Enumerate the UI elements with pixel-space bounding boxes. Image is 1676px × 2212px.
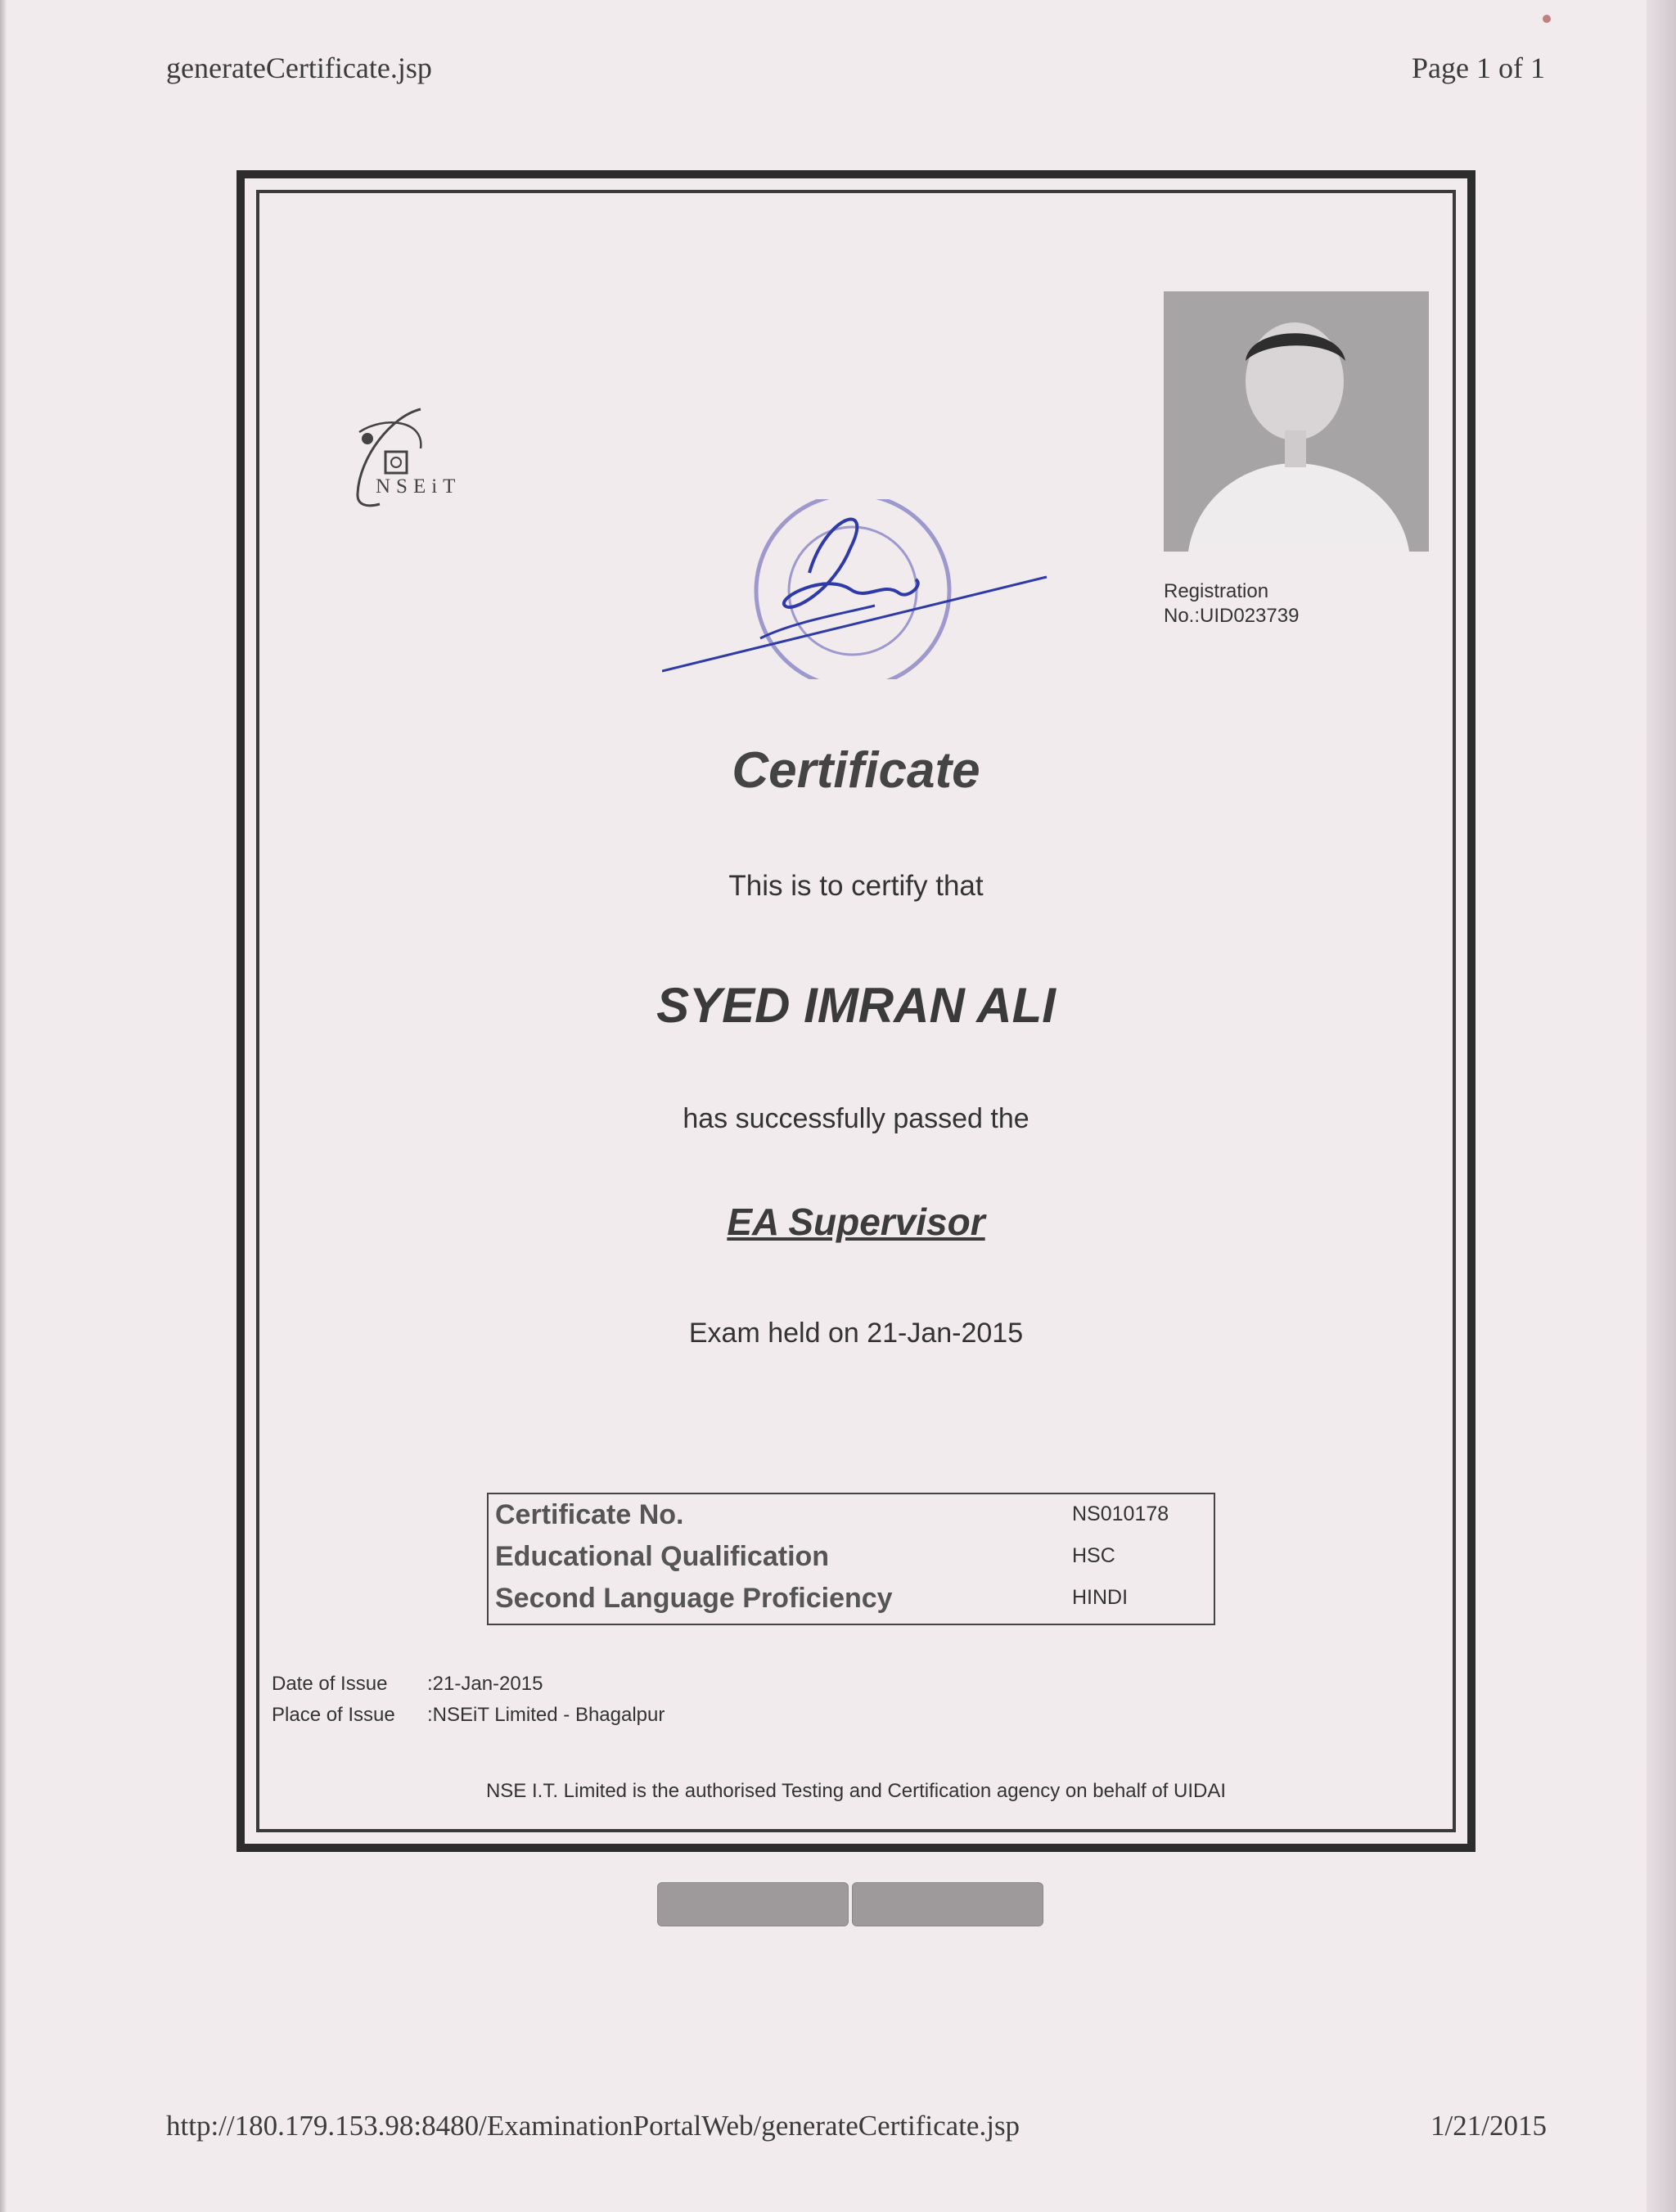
print-footer-date: 1/21/2015 bbox=[1430, 2110, 1547, 2142]
nseit-logo bbox=[343, 399, 482, 522]
print-footer-url: http://180.179.153.98:8480/ExaminationPortalWeb/generateCertificate.jsp bbox=[166, 2110, 1020, 2142]
candidate-name: SYED IMRAN ALI bbox=[656, 978, 1056, 1033]
print-header-page: Page 1 of 1 bbox=[1412, 52, 1545, 84]
nseit-logo-icon bbox=[343, 399, 482, 522]
stamp-and-signature bbox=[662, 499, 1055, 679]
table-row bbox=[489, 1494, 1214, 1535]
close-button[interactable] bbox=[852, 1882, 1043, 1926]
print-header-filename: generateCertificate.jsp bbox=[166, 52, 432, 84]
registration-label: Registration bbox=[1164, 580, 1269, 602]
candidate-photo bbox=[1164, 291, 1429, 552]
table-row bbox=[489, 1578, 1214, 1619]
date-of-issue-label: Date of Issue bbox=[272, 1673, 388, 1695]
certificate bbox=[237, 170, 1476, 1852]
seal-icon bbox=[662, 499, 1055, 679]
details-value: HINDI bbox=[1072, 1586, 1129, 1609]
details-label: Certificate No. bbox=[495, 1499, 684, 1530]
place-of-issue-value: :NSEiT Limited - Bhagalpur bbox=[427, 1704, 665, 1726]
page-edge-right bbox=[1647, 0, 1676, 2212]
passed-text: has successfully passed the bbox=[683, 1103, 1029, 1134]
logo-text: NSEiT bbox=[376, 475, 462, 498]
details-value: HSC bbox=[1072, 1544, 1115, 1567]
page-edge-left bbox=[0, 0, 7, 2212]
date-of-issue bbox=[272, 1673, 543, 1696]
date-of-issue-value: :21-Jan-2015 bbox=[427, 1673, 543, 1695]
certificate-details-table bbox=[487, 1493, 1215, 1625]
scan-speck bbox=[1543, 15, 1551, 23]
registration-value: No.:UID023739 bbox=[1164, 605, 1300, 627]
exam-held-date: Exam held on 21-Jan-2015 bbox=[688, 1318, 1024, 1349]
details-value: NS010178 bbox=[1072, 1502, 1169, 1525]
exam-name: EA Supervisor bbox=[727, 1201, 985, 1243]
print-button[interactable] bbox=[657, 1882, 849, 1926]
details-label: Educational Qualification bbox=[495, 1541, 830, 1572]
place-of-issue bbox=[272, 1704, 665, 1727]
registration-number bbox=[1164, 579, 1299, 628]
certificate-title: Certificate bbox=[732, 742, 980, 799]
table-row bbox=[489, 1536, 1214, 1577]
details-label: Second Language Proficiency bbox=[495, 1583, 893, 1614]
place-of-issue-label: Place of Issue bbox=[272, 1704, 395, 1726]
authorised-statement: NSE I.T. Limited is the authorised Testing and Certification agency on behalf of UIDAI bbox=[485, 1780, 1227, 1802]
certify-text: This is to certify that bbox=[728, 870, 984, 902]
